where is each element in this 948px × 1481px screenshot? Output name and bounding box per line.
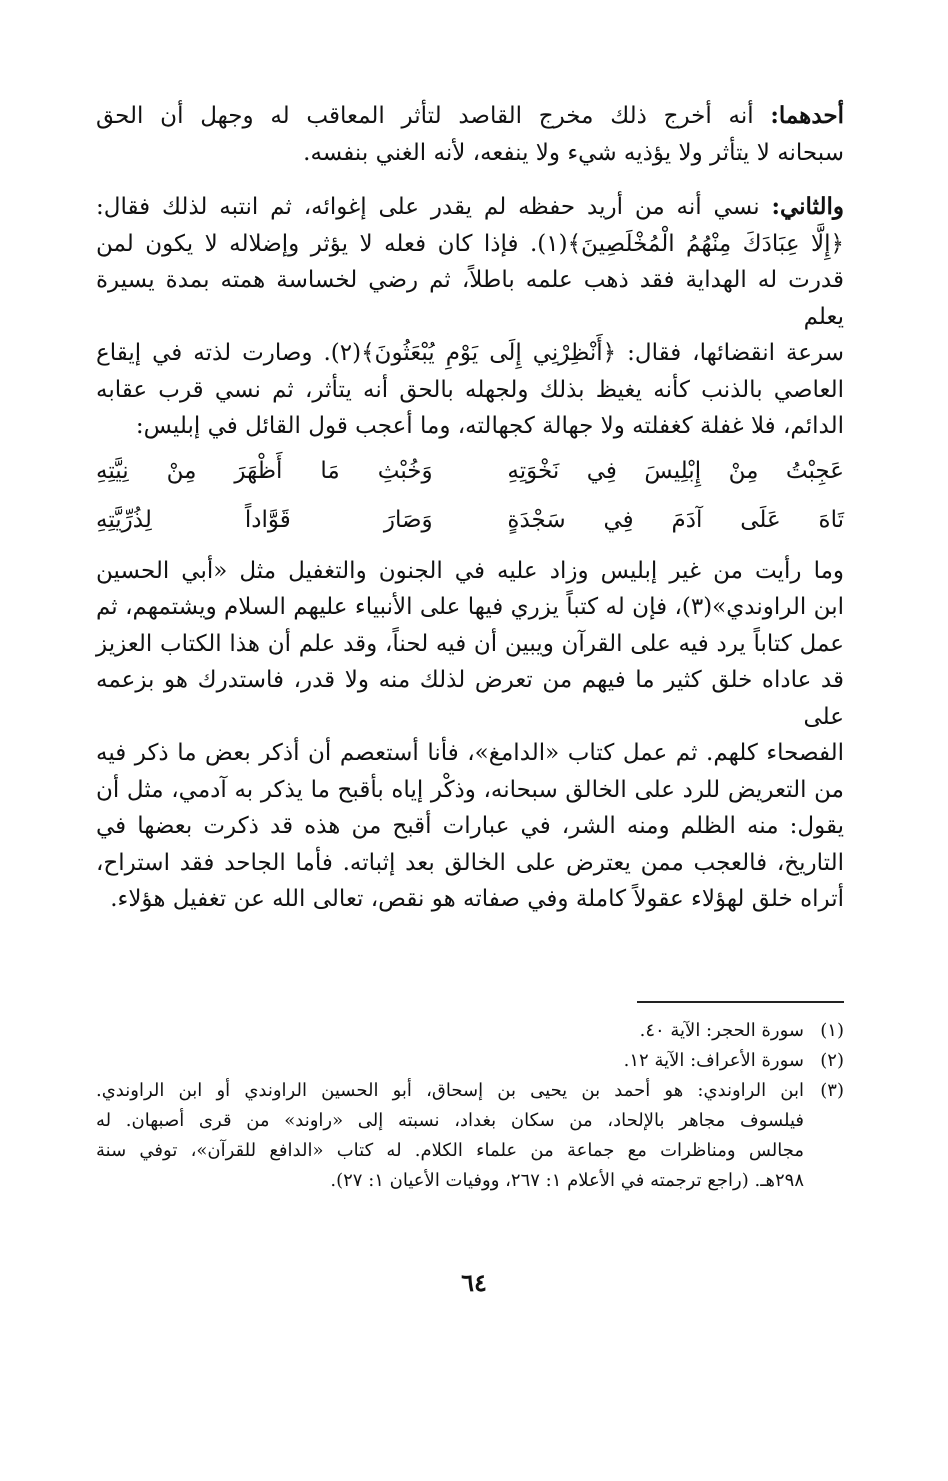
footnote bbox=[96, 1046, 844, 1076]
footnote-line: ابن الراوندي: هو أحمد بن يحيى بن إسحاق، أبو الحسين الراوندي أو ابن الراوندي. bbox=[96, 1080, 804, 1101]
footnote-line: ٢٩٨هـ. (راجع ترجمته في الأعلام ١: ٢٦٧، ووفيات الأعيان ١: ٢٧). bbox=[330, 1170, 804, 1191]
text-line: قد عاداه خلق كثير ما فيهم من تعرض لذلك منه ولا قدر، فاستدرك هو بزعمه على bbox=[96, 667, 844, 730]
text-line: الفصحاء كلهم. ثم عمل كتاب «الدامغ»، فأنا أستعصم أن أذكر بعض ما ذكر فيه bbox=[96, 740, 844, 766]
footnote-divider bbox=[637, 1001, 844, 1003]
text-line: الدائم، فلا غفلة كغفلته ولا جهالة كجهالته، وما أعجب قول القائل في إبليس: bbox=[135, 413, 844, 439]
poem-hemistich-second: وَخُبْثِ مَا أَظْهَرَ مِنْ نِيَّتِهِ bbox=[96, 457, 433, 484]
text-line-content: نسي أنه من أريد حفظه لم يقدر على إغوائه، ثم انتبه لذلك فقال: bbox=[96, 194, 772, 220]
text-line: ﴿إِلَّا عِبَادَكَ مِنْهُمُ الْمُخْلَصِينَ﴾(١). فإذا كان فعله لا يؤثر وإضلاله لا يكون لمن bbox=[96, 230, 844, 257]
poem-verse bbox=[96, 496, 844, 545]
footnote bbox=[96, 1076, 844, 1196]
footnote bbox=[96, 1016, 844, 1046]
footnote-number: (٣) bbox=[820, 1080, 844, 1101]
text-line: وما رأيت من غير إبليس وزاد عليه في الجنون والتغفيل مثل «أبي الحسين bbox=[96, 557, 844, 584]
footnote-number: (١) bbox=[820, 1020, 844, 1041]
text-line bbox=[96, 189, 844, 226]
paragraph-lead: أحدهما: bbox=[770, 102, 844, 129]
text-line: أتراه خلق لهؤلاء عقولاً كاملة وفي صفاته هو نقص، تعالى الله عن تغفيل هؤلاء. bbox=[110, 886, 844, 912]
text-line: قدرت له الهداية فقد ذهب علمه باطلاً، ثم رضي لخساسة همته بمدة يسيرة يعلم bbox=[96, 267, 844, 330]
footnote-line: مجالس ومناظرات مع جماعة من علماء الكلام. له كتاب «الدافع للقرآن»، توفي سنة bbox=[96, 1140, 804, 1161]
poem bbox=[96, 447, 844, 545]
page-content bbox=[96, 98, 845, 1191]
footnote-line: سورة الأعراف: الآية ١٢. bbox=[623, 1050, 804, 1071]
text-line: سبحانه لا يتأثر ولا يؤذيه شيء ولا ينفعه، لأنه الغني بنفسه. bbox=[303, 139, 844, 166]
footnote-text bbox=[96, 1016, 804, 1046]
text-line: سرعة انقضائها، فقال: ﴿أَنْظِرْنِي إِلَى يَوْمِ يُبْعَثُونَ﴾(٢). وصارت لذته في إيقاع bbox=[96, 340, 844, 366]
text-line: يقول: منه الظلم ومنه الشر، في عبارات أقبح من هذه قد ذكرت بعضها في bbox=[96, 813, 845, 839]
poem-hemistich-first: عَجِبْتُ مِنْ إِبْلِيسَ فِي نَخْوَتِهِ bbox=[507, 457, 844, 484]
text-line: عمل كتاباً يرد فيه على القرآن ويبين أن فيه لحناً، وقد علم أن هذا الكتاب العزيز bbox=[96, 630, 844, 657]
paragraph-third bbox=[96, 553, 844, 918]
text-line bbox=[96, 98, 844, 135]
footnote-text bbox=[96, 1076, 804, 1196]
paragraph-first bbox=[96, 98, 844, 171]
paragraph-second bbox=[96, 189, 844, 445]
paragraph-lead: والثاني: bbox=[771, 193, 844, 220]
footnote-line: فيلسوف مجاهر بالإلحاد، من سكان بغداد، نسبته إلى «راوند» من قرى أصبهان. له bbox=[96, 1110, 804, 1131]
footnote-number: (٢) bbox=[820, 1050, 844, 1071]
poem-verse bbox=[96, 447, 844, 496]
text-line: العاصي بالذنب كأنه يغيظ بذلك ولجهله بالحق أنه يتأثر، ثم نسي قرب عقابه bbox=[96, 376, 844, 403]
footnote-text bbox=[96, 1046, 804, 1076]
text-line: من التعريض للرد على الخالق سبحانه، وذكْر إياه بأقبح ما يذكر به آدمي، مثل أن bbox=[96, 776, 844, 803]
text-line: ابن الراوندي»(٣)، فإن له كتباً يزري فيها على الأنبياء عليهم السلام ويشتمهم، ثم bbox=[96, 594, 844, 620]
text-line: التاريخ، فالعجب ممن يعترض على الخالق بعد إثباته. فأما الجاحد فقد استراح، bbox=[96, 849, 844, 876]
footnote-line: سورة الحجر: الآية ٤٠. bbox=[639, 1020, 804, 1041]
poem-hemistich-first: تَاهَ عَلَى آدَمَ فِي سَجْدَةٍ bbox=[507, 506, 844, 533]
page-number: ٦٤ bbox=[461, 1268, 487, 1297]
text-line-content: أنه أخرج ذلك مخرج القاصد لتأثر المعاقب له وجهل أن الحق bbox=[96, 103, 771, 129]
footnotes bbox=[96, 1016, 844, 1196]
poem-hemistich-second: وَصَارَ قَوَّاداً لِذُرِّيَّتِهِ bbox=[96, 506, 433, 533]
